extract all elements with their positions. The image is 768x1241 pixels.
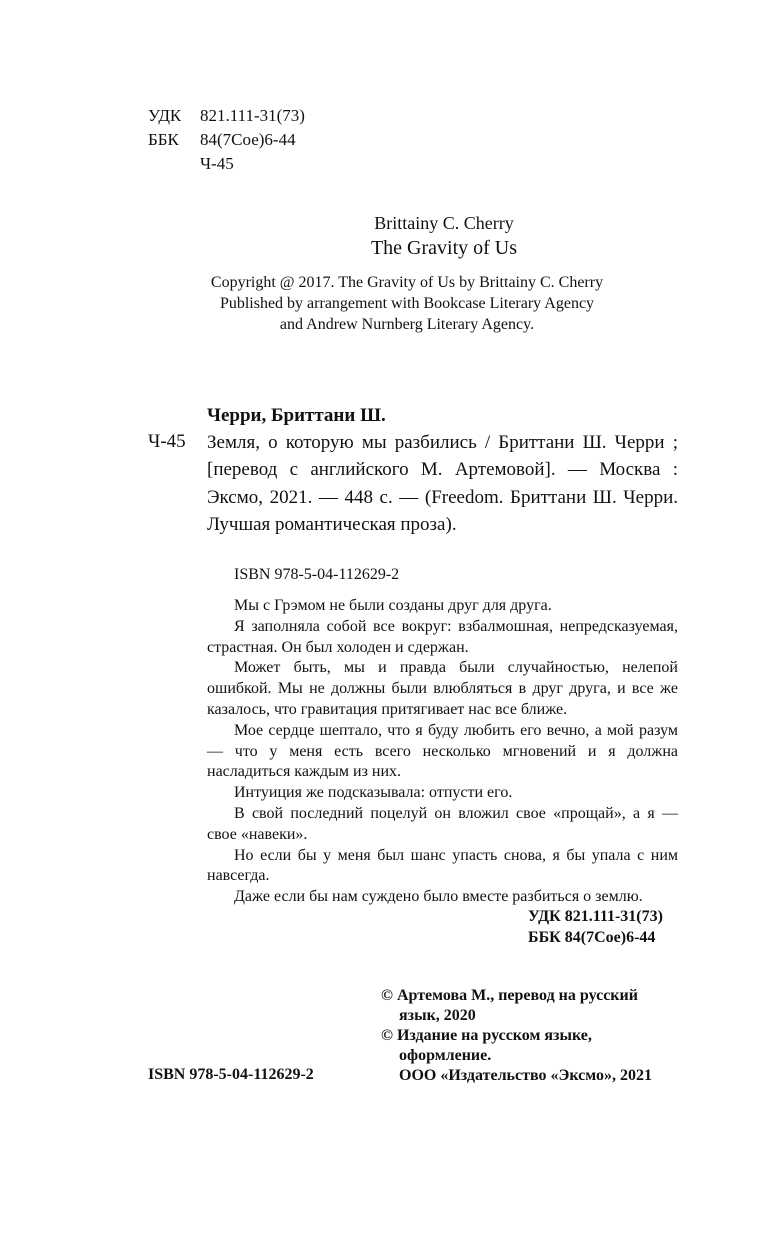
annotation-paragraph: Мы с Грэмом не были созданы друг для друга. <box>234 597 552 614</box>
annotation <box>207 596 678 908</box>
bibliographic-author-heading: Черри, Бриттани Ш. <box>207 405 386 426</box>
annotation-paragraph: Мое сердце шептало, что я буду любить его вечно, а мой разум — что у меня есть всего несколько мгновений и я должна насладиться каждым из них. <box>207 721 678 781</box>
bbk-label: ББК <box>148 130 179 149</box>
annotation-paragraph: Интуиция же подсказывала: отпусти его. <box>234 784 513 802</box>
copyright-notices <box>381 986 681 1086</box>
udk-label: УДК <box>148 106 182 125</box>
original-title: The Gravity of Us <box>370 237 518 259</box>
bibliographic-author-code: Ч-45 <box>148 431 186 452</box>
original-copyright <box>130 272 684 335</box>
annotation-paragraph: Я заполняла собой все вокруг: взбалмошная, непредсказуемая, страстная. Он был холоден и сдержан. <box>207 617 678 656</box>
translation-copyright: © Артемова М., перевод на русский язык, 2020 <box>381 987 638 1024</box>
bbk-value: 84(7Сое)6-44 <box>200 130 296 149</box>
copyright-line: and Andrew Nurnberg Literary Agency. <box>279 316 535 333</box>
annotation-paragraph: Может быть, мы и правда были случайностью, нелепой ошибкой. Мы не должны были влюбляться в друг друга, и все же казалось, что гравитация притягивает нас все ближе. <box>207 659 678 718</box>
publisher-copyright: ООО «Издательство «Эксмо», 2021 <box>399 1067 652 1084</box>
annotation-paragraph: Но если бы у меня был шанс упасть снова, я бы упала с ним навсегда. <box>207 846 678 885</box>
copyright-line: Copyright @ 2017. The Gravity of Us by Brittainy C. Cherry <box>210 274 604 291</box>
isbn-record: ISBN 978-5-04-112629-2 <box>234 566 400 583</box>
annotation-paragraph: В свой последний поцелуй он вложил свое «прощай», а я — свое «навеки». <box>207 804 678 843</box>
bottom-bbk: ББК 84(7Сое)6-44 <box>528 929 656 946</box>
original-author: Brittainy C. Cherry <box>374 213 514 233</box>
bottom-udk: УДК 821.111-31(73) <box>528 908 663 925</box>
classification-block <box>148 104 305 176</box>
bottom-classification <box>528 906 663 948</box>
edition-copyright: © Издание на русском языке, оформление. <box>381 1027 592 1064</box>
isbn-bottom: ISBN 978-5-04-112629-2 <box>148 1066 314 1083</box>
annotation-paragraph: Даже если бы нам суждено было вместе разбиться о землю. <box>234 888 643 906</box>
author-code: Ч-45 <box>200 154 234 173</box>
copyright-line: Published by arrangement with Bookcase Literary Agency <box>219 295 595 312</box>
udk-value: 821.111-31(73) <box>200 106 305 125</box>
bibliographic-description: Земля, о которую мы разбились / Бриттани Ш. Черри ; [перевод с английского М. Артемовой]. — Москва : Эксмо, 2021. — 448 с. — (Freedom. Бриттани Ш. Черри. Лучшая романтическая проза). <box>207 432 678 535</box>
